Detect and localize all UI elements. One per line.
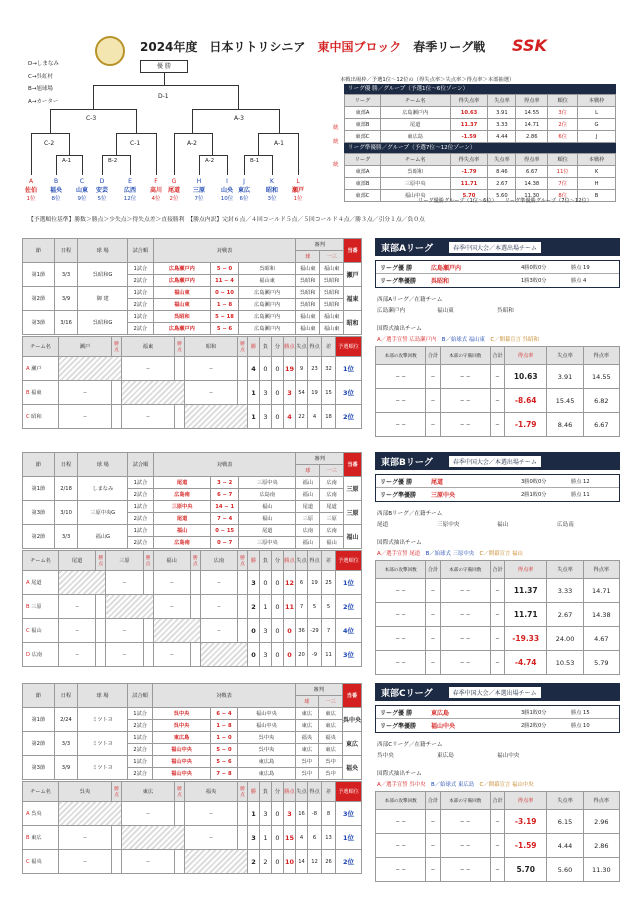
league-section [0, 452, 640, 667]
standings-row: B 東広 − − 3 1 0 15 4 6 13 1位 [23, 826, 362, 850]
ranking-table-2 [344, 153, 616, 202]
standings-row: A 尾道 − − − 3 0 0 12 6 19 25 1位 [23, 571, 362, 595]
ranking-cell: 8.46 [488, 166, 516, 178]
schedule-row: 第3節 3/9 ミツトヨ 1試合 福山中央 5 − 6 東広島 呉中 呉中 福央 [23, 756, 362, 768]
schedule-row: 第2節 3/3 ミツトヨ 1試合 東広島 1 − 0 呉中央 福央 福央 東広 [23, 732, 362, 744]
schedule-row: 第2節 3/9 御 建 1試合 福山東 0 − 10 広島瀬戸内 呉昭和 呉昭和 福東 [23, 287, 362, 299]
ranking-footnote: リーグ優勝グループ（1位〜6位） リーグ準優勝グループ（7位〜12位） [418, 198, 592, 204]
schedule-row: 2試合 呉中央 1 − 8 福山中央 東広 東広 [23, 720, 362, 732]
bracket-team-h: H 三原 7位 [192, 178, 205, 202]
ranking-col: 得失点率 [450, 154, 488, 166]
rate-table [375, 560, 620, 675]
standings-header: チーム名 尾道 勝 点 三原 勝 点 福山 勝 点 広南 勝 点 勝 負 分 勝点 失点 得点 差 予選順位 [23, 551, 362, 571]
schedule-header: 節 日程 球 場 試合順 対戦表 審判 当番 [23, 453, 362, 465]
ranking-cell: H [578, 178, 616, 190]
ranking-col: 順位 [548, 95, 578, 107]
ranking-cell: B [578, 190, 616, 202]
schedule-row: 2試合 広島南 6 − 7 広島南 福山 広南 [23, 489, 362, 501]
west-league-label: 西部Bリーグ／在籍チーム [377, 511, 443, 517]
cup-items: A／選手宣誓 呉中央 B／始球式 東広島 C／開幕宣言 福山中央 [377, 782, 534, 788]
ranking-col: リーグ [345, 95, 381, 107]
bracket-final: 優 勝 [140, 60, 188, 73]
ranking-title-1: リーグ優 勝／グループ（予選1位〜6位ゾーン） [344, 84, 616, 94]
schedule-row: 第1節 3/3 呉昭和G 1試合 広島瀬戸内 5 − 0 呉昭和 福山東 福山東 瀬戸 [23, 263, 362, 275]
schedule-row: 2試合 福山中央 7 − 8 東広島 呉中 呉中 [23, 768, 362, 780]
ranking-cell: J [578, 131, 616, 143]
league-header: 東部Cリーグ 春季中国大会／本選出場チーム [375, 683, 620, 701]
bracket-team-l: L 瀬戸 1位 [291, 178, 304, 202]
logo-emblem [95, 36, 125, 66]
rate-row: − − − − − − -19.33 24.00 4.67 [376, 627, 620, 651]
ranking-cell: -1.59 [450, 131, 488, 143]
rate-row: − − − − − − 5.70 5.60 11.30 [376, 858, 620, 882]
rate-row: − − − − − − 11.37 3.33 14.71 [376, 579, 620, 603]
schedule-row: 2試合 福山中央 5 − 0 呉中央 東広 東広 [23, 744, 362, 756]
ranking-mark-3: 統 [333, 162, 339, 168]
standings-table [22, 781, 362, 874]
ranking-cell: 東部C [345, 190, 381, 202]
rate-row: − − − − − − 11.71 2.67 14.38 [376, 603, 620, 627]
ranking-cell: 2.86 [516, 131, 548, 143]
ranking-cell: 7位 [548, 178, 578, 190]
ranking-cell: 5.70 [450, 190, 488, 202]
schedule-row: 2試合 福山東 1 − 8 広島瀬戸内 呉昭和 呉昭和 [23, 299, 362, 311]
ranking-cell: 11.30 [516, 190, 548, 202]
league-result-box: リーグ優 勝 広島瀬戸内 4勝0敗0分 勝点 19 リーグ準優勝 呉昭和 1勝3敗0分 勝点 4 [375, 260, 620, 288]
ranking-cell: 三原中央 [380, 178, 450, 190]
schedule-row: 第1節 2/24 ミツトヨ 1試合 呉中央 6 − 4 福山中央 東広 東広 呉中央 [23, 708, 362, 720]
criteria-text: 【予選順位基準】勝数＞勝点＞少失点＞得失点差＞直接勝利 【勝点内訳】完封６点／４回コールド５点／５回コールド４点／勝３点／引分１点／負０点 [28, 217, 425, 223]
cup-items: A／選手宣誓 尾道 B／始球式 三原中央 C／開幕宣言 福山 [377, 551, 523, 557]
schedule-row: 第3節 3/16 呉昭和G 1試合 呉昭和 5 − 18 広島瀬戸内 福山東 福山東 昭和 [23, 311, 362, 323]
rate-row: − − − − − − -4.74 10.53 5.79 [376, 651, 620, 675]
schedule-table: 節 日程 球 場 試合順 対戦表 審判 当番 球 一三 第1節 2/18 しまなみ 1試合 尾道 3 − 2 三原中央 福山 広南 三原 2試合 広島南 6 − 7 広島南 福山 広南 第3節 3/10 三原中央G 1試合 三原中央 14 − 1 福山 尾道 尾道 三原 2試合 尾道 7 − 4 福山 三原 三原 第2節 3/3 福山G 1試合 福山 0 − 15 尾道 広南 広南 福山 2試合 広島南 0 − 7 三原中央 福山 福山 [22, 452, 362, 549]
ranking-cell: 14.55 [516, 107, 548, 119]
ranking-cell: 呉昭和 [380, 166, 450, 178]
rate-header: 本部の攻撃回数 合計 本部の守備回数 合計 得点率 失点率 得点率 [376, 792, 620, 810]
bracket-team-k: K 昭和 3位 [265, 178, 278, 202]
cup-label: 国際式抽出チーム [377, 771, 422, 777]
schedule-header: 節 日程 球 場 試合順 対戦表 審判 当番 [23, 684, 362, 696]
bracket-d1: D-1 [158, 93, 169, 100]
ranking-row [345, 178, 616, 190]
page-title: 2024年度 日本リトリシニア 東中国ブロック 春季リーグ戦 [140, 40, 486, 54]
rate-table [375, 791, 620, 882]
ranking-cell: 6.67 [516, 166, 548, 178]
standings-row: C 福央 − − 2 2 0 10 14 12 26 2位 [23, 850, 362, 874]
field-legend: D→しまなみ C→呉虹村 B→旭球場 A→カーター [28, 61, 59, 105]
league-result-box: リーグ優 勝 東広島 3勝1敗0分 勝点 15 リーグ準優勝 福山中央 2勝2敗0分 勝点 10 [375, 705, 620, 733]
ranking-cell: 10.63 [450, 107, 488, 119]
schedule-row: 2試合 広島瀬戸内 5 − 6 広島瀬戸内 福山東 福山東 [23, 323, 362, 335]
ranking-cell: 4.44 [488, 131, 516, 143]
rate-table [375, 346, 620, 437]
bracket-b1: B-1 [250, 158, 260, 164]
rate-row: − − − − − − -1.59 4.44 2.86 [376, 834, 620, 858]
ranking-col: 失点率 [488, 154, 516, 166]
bracket-team-b: B 福央 8位 [49, 178, 62, 202]
schedule-row: 2試合 広島南 0 − 7 三原中央 福山 福山 [23, 537, 362, 549]
ranking-cell: -1.79 [450, 166, 488, 178]
bracket-team-d: D 安芸 5位 [95, 178, 108, 202]
ranking-row [345, 119, 616, 131]
standings-row: A 瀬戸 − − 4 0 0 19 9 23 32 1位 [23, 357, 362, 381]
standings-row: D 広南 − − − 0 3 0 0 20 -9 11 3位 [23, 643, 362, 667]
west-teams: 呉中央 東広島 福山中央 [377, 753, 520, 759]
ranking-cell: 11.37 [450, 119, 488, 131]
ranking-row [345, 166, 616, 178]
cup-label: 国際式抽出チーム [377, 326, 422, 332]
ranking-cell: 3.33 [488, 119, 516, 131]
ranking-note: 本戦出場枠／予選1位〜12位の（得失点率＞失点率＞得点率＞本部抽選） [340, 77, 515, 83]
schedule-table: 節 日程 球 場 試合順 対戦表 審判 当番 球 一三 第1節 2/24 ミツトヨ 1試合 呉中央 6 − 4 福山中央 東広 東広 呉中央 2試合 呉中央 1 − 8 福山中央 東広 東広 第2節 3/3 ミツトヨ 1試合 東広島 1 − 0 呉中央 福央 福央 東広 2試合 福山中央 5 − 0 呉中央 東広 東広 第3節 3/9 ミツトヨ 1試合 福山中央 5 − 6 東広島 呉中 呉中 福央 2試合 福山中央 7 − 8 東広島 呉中 呉中 [22, 683, 362, 780]
ranking-col: チーム名 [380, 154, 450, 166]
bracket-team-a: A 佐伯 1位 [24, 178, 37, 202]
standings-row: C 昭和 − − 1 3 0 4 22 4 18 2位 [23, 405, 362, 429]
ranking-cell: G [578, 119, 616, 131]
ranking-col: 本戦枠 [578, 154, 616, 166]
league-section [0, 683, 640, 888]
bracket-team-f: F 高川 4位 [149, 178, 162, 202]
league-result-box: リーグ優 勝 尾道 3勝0敗0分 勝点 12 リーグ準優勝 三原中央 2勝1敗0分 勝点 11 [375, 474, 620, 502]
standings-row: B 福東 − − 1 3 0 3 54 19 15 3位 [23, 381, 362, 405]
ranking-row [345, 131, 616, 143]
ranking-header [345, 154, 616, 166]
standings-row: C 福山 − − − 0 3 0 0 36 -29 7 4位 [23, 619, 362, 643]
bracket-c2: C-2 [44, 140, 55, 147]
west-teams: 尾道 三原中央 福山 広島南 [377, 522, 574, 528]
ranking-col: チーム名 [380, 95, 450, 107]
ranking-cell: 東部A [345, 107, 381, 119]
league-header: 東部Bリーグ 春季中国大会／本選出場チーム [375, 452, 620, 470]
ranking-cell: 5.60 [488, 190, 516, 202]
bracket-team-i: I 山央 10位 [220, 178, 234, 202]
brand-logo: SSK [512, 36, 547, 55]
ranking-cell: 8位 [548, 190, 578, 202]
ranking-title-2: リーグ準優勝／グループ（予選7位〜12位ゾーン） [344, 143, 616, 153]
west-league-label: 西部Aリーグ／在籍チーム [377, 297, 443, 303]
bracket-sa2: A-2 [205, 158, 215, 164]
ranking-cell: 3.91 [488, 107, 516, 119]
ranking-col: 本戦枠 [578, 95, 616, 107]
ranking-header [345, 95, 616, 107]
west-league-label: 西部Cリーグ／在籍チーム [377, 742, 443, 748]
ranking-cell: 東部C [345, 131, 381, 143]
ranking-col: 得点率 [516, 95, 548, 107]
ranking-cell: 6位 [548, 131, 578, 143]
ranking-cell: 東部A [345, 166, 381, 178]
rate-row: − − − − − − -1.79 8.46 6.67 [376, 413, 620, 437]
ranking-col: 得点率 [516, 154, 548, 166]
bracket-team-g: G 尾道 2位 [167, 178, 180, 202]
rate-row: − − − − − − 10.63 3.91 14.55 [376, 365, 620, 389]
standings-header: チーム名 呉央 勝 点 東広 勝 点 福央 勝 点 勝 負 分 勝点 失点 得点 差 予選順位 [23, 782, 362, 802]
bracket-team-e: E 広西 12位 [123, 178, 137, 202]
bracket-a2: A-2 [187, 140, 197, 147]
rate-row: − − − − − − -8.64 15.45 6.82 [376, 389, 620, 413]
bracket-team-c: C 山東 9位 [75, 178, 88, 202]
rate-header: 本部の攻撃回数 合計 本部の守備回数 合計 得点率 失点率 得点率 [376, 561, 620, 579]
ranking-cell: 2位 [548, 119, 578, 131]
west-teams: 広島瀬戸内 福山東 呉昭和 [377, 308, 514, 314]
ranking-cell: 東部B [345, 178, 381, 190]
schedule-table: 節 日程 球 場 試合順 対戦表 審判 当番 球 一三 第1節 3/3 呉昭和G 1試合 広島瀬戸内 5 − 0 呉昭和 福山東 福山東 瀬戸 2試合 広島瀬戸内 11 − 4 福山東 呉昭和 呉昭和 第2節 3/9 御 建 1試合 福山東 0 − 10 広島瀬戸内 呉昭和 呉昭和 福東 2試合 福山東 1 − 8 広島瀬戸内 呉昭和 呉昭和 第3節 3/16 呉昭和G 1試合 呉昭和 5 − 18 広島瀬戸内 福山東 福山東 昭和 2試合 広島瀬戸内 5 − 6 広島瀬戸内 福山東 福山東 [22, 238, 362, 335]
bracket-b2: B-2 [108, 158, 118, 164]
bracket-team-j: J 東広 6位 [237, 178, 250, 202]
rate-row: − − − − − − -3.19 6.15 2.96 [376, 810, 620, 834]
league-section [0, 238, 640, 443]
bracket-c3: C-3 [86, 115, 97, 122]
ranking-cell: L [578, 107, 616, 119]
league-header: 東部Aリーグ 春季中国大会／本選出場チーム [375, 238, 620, 256]
bracket-c1: C-1 [130, 140, 141, 147]
ranking-panel [344, 84, 616, 202]
ranking-cell: 広島瀬戸内 [380, 107, 450, 119]
ranking-mark-2: 統 [333, 139, 339, 145]
standings-table [22, 336, 362, 429]
ranking-mark-1: 統 [333, 125, 339, 131]
ranking-col: 順位 [548, 154, 578, 166]
ranking-cell: 東広島 [380, 131, 450, 143]
ranking-cell: 14.71 [516, 119, 548, 131]
schedule-row: 第1節 2/18 しまなみ 1試合 尾道 3 − 2 三原中央 福山 広南 三原 [23, 477, 362, 489]
schedule-row: 第2節 3/3 福山G 1試合 福山 0 − 15 尾道 広南 広南 福山 [23, 525, 362, 537]
ranking-cell: 福山中央 [380, 190, 450, 202]
ranking-table-1 [344, 94, 616, 143]
ranking-cell: K [578, 166, 616, 178]
cup-label: 国際式抽出チーム [377, 540, 422, 546]
bracket-a3: A-3 [234, 115, 244, 122]
schedule-row: 第3節 3/10 三原中央G 1試合 三原中央 14 − 1 福山 尾道 尾道 三原 [23, 501, 362, 513]
rate-header: 本部の攻撃回数 合計 本部の守備回数 合計 得点率 失点率 得点率 [376, 347, 620, 365]
ranking-col: 失点率 [488, 95, 516, 107]
standings-header: チーム名 瀬戸 勝 点 福東 勝 点 昭和 勝 点 勝 負 分 勝点 失点 得点 差 予選順位 [23, 337, 362, 357]
ranking-col: 得失点率 [450, 95, 488, 107]
ranking-cell: 2.67 [488, 178, 516, 190]
bracket-sa1: A-1 [62, 158, 72, 164]
ranking-cell: 11.71 [450, 178, 488, 190]
schedule-header: 節 日程 球 場 試合順 対戦表 審判 当番 [23, 239, 362, 251]
ranking-cell: 東部B [345, 119, 381, 131]
ranking-cell: 11位 [548, 166, 578, 178]
cup-items: A／選手宣誓 広島瀬戸内 B／始球式 福山東 C／開幕宣言 呉昭和 [377, 337, 539, 343]
ranking-cell: 尾道 [380, 119, 450, 131]
ranking-cell: 3位 [548, 107, 578, 119]
schedule-row: 2試合 尾道 7 − 4 福山 三原 三原 [23, 513, 362, 525]
ranking-row [345, 107, 616, 119]
ranking-cell: 14.38 [516, 178, 548, 190]
standings-table [22, 550, 362, 667]
bracket-a1: A-1 [274, 140, 284, 147]
schedule-row: 2試合 広島瀬戸内 11 − 4 福山東 呉昭和 呉昭和 [23, 275, 362, 287]
standings-row: A 呉央 − − 1 3 0 3 16 -8 8 3位 [23, 802, 362, 826]
standings-row: B 三原 − − − 2 1 0 11 7 5 5 2位 [23, 595, 362, 619]
ranking-col: リーグ [345, 154, 381, 166]
